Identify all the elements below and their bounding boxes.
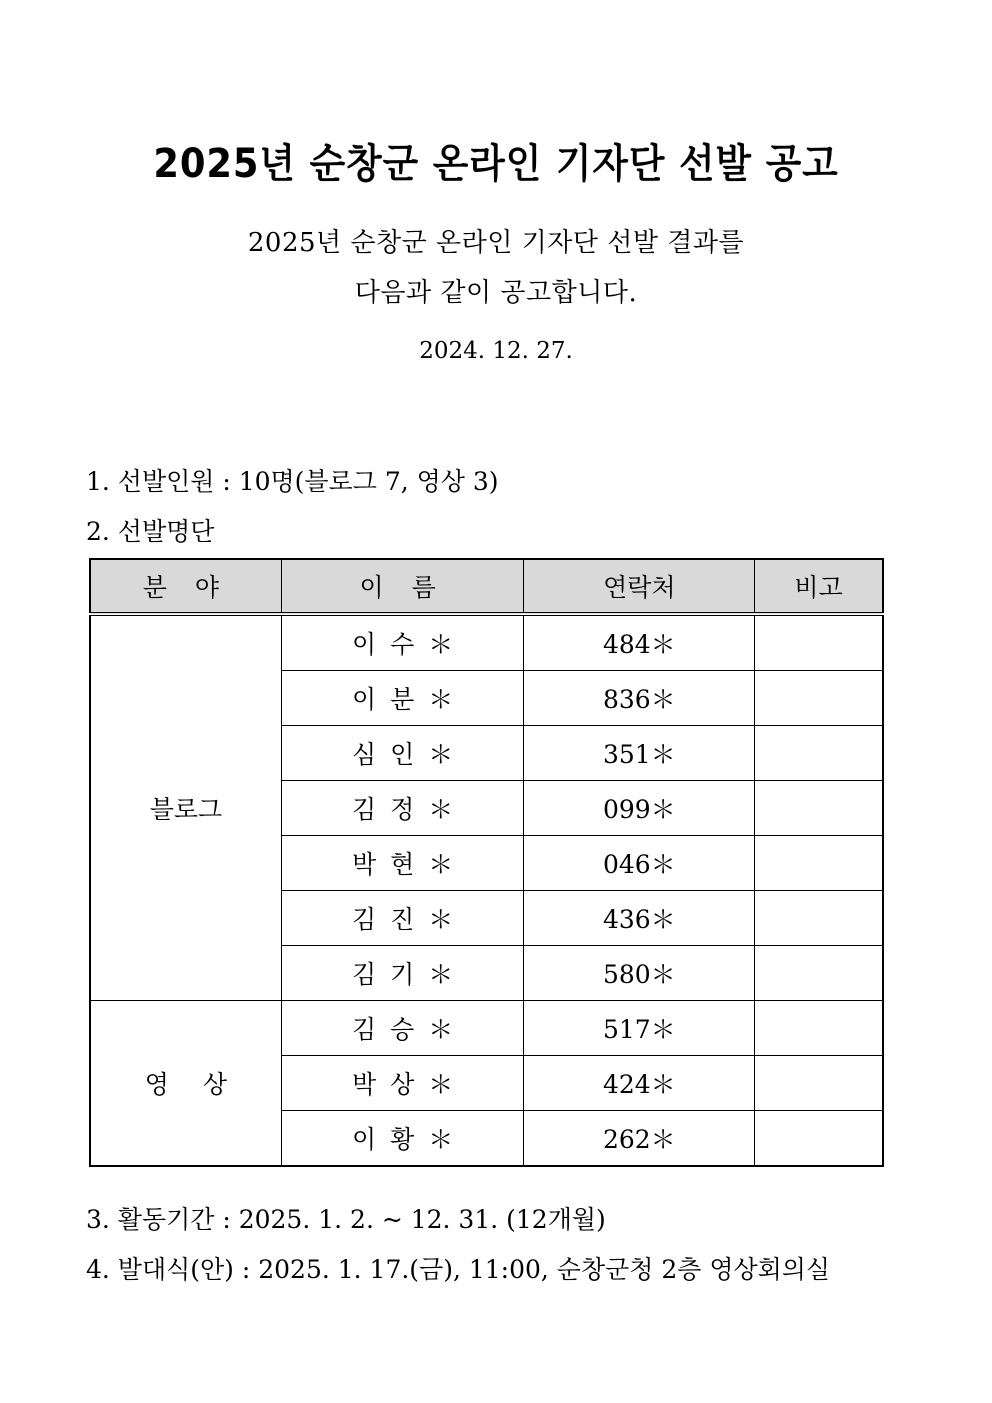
note-cell [755,1111,883,1167]
note-cell [755,781,883,836]
contact-cell: 436＊ [524,891,755,946]
document-title: 2025년 순창군 온라인 기자단 선발 공고 [153,141,839,187]
contact-cell: 580＊ [524,946,755,1001]
note-cell [755,1056,883,1111]
name-cell: 이분＊ [281,671,524,726]
note-cell [755,614,883,671]
name-cell: 박현＊ [281,836,524,891]
item-selection-count: 1. 선발인원 : 10명(블로그 7, 영상 3) [86,467,499,496]
item-activity-period: 3. 활동기간 : 2025. 1. 2. ~ 12. 31. (12개월) [86,1205,606,1234]
name-cell: 김진＊ [281,891,524,946]
note-cell [755,891,883,946]
contact-cell: 262＊ [524,1111,755,1167]
name-cell: 김정＊ [281,781,524,836]
name-cell: 김승＊ [281,1001,524,1056]
announcement-date: 2024. 12. 27. [419,338,573,364]
name-cell: 김기＊ [281,946,524,1001]
table-row [90,614,883,671]
contact-cell: 424＊ [524,1056,755,1111]
note-cell [755,946,883,1001]
intro-line-2: 다음과 같이 공고합니다. [354,278,638,308]
intro-line-1: 2025년 순창군 온라인 기자단 선발 결과를 [247,228,745,258]
contact-cell: 351＊ [524,726,755,781]
category-cell-blog: 블로그 [90,614,281,1001]
contact-cell: 517＊ [524,1001,755,1056]
selection-table [89,558,884,1167]
header-note: 비고 [755,559,883,614]
item-selection-list: 2. 선발명단 [86,517,215,546]
name-cell: 이황＊ [281,1111,524,1167]
table-header-row [90,559,883,614]
contact-cell: 046＊ [524,836,755,891]
header-category: 분 야 [90,559,281,614]
name-cell: 이수＊ [281,614,524,671]
name-cell: 박상＊ [281,1056,524,1111]
category-cell-video: 영상 [90,1001,281,1167]
name-cell: 심인＊ [281,726,524,781]
note-cell [755,726,883,781]
contact-cell: 099＊ [524,781,755,836]
item-launch-ceremony: 4. 발대식(안) : 2025. 1. 17.(금), 11:00, 순창군청 2층 영상회의실 [86,1255,831,1284]
note-cell [755,836,883,891]
contact-cell: 484＊ [524,614,755,671]
table-row [90,1001,883,1056]
header-name: 이 름 [281,559,524,614]
contact-cell: 836＊ [524,671,755,726]
header-contact: 연락처 [524,559,755,614]
note-cell [755,1001,883,1056]
note-cell [755,671,883,726]
